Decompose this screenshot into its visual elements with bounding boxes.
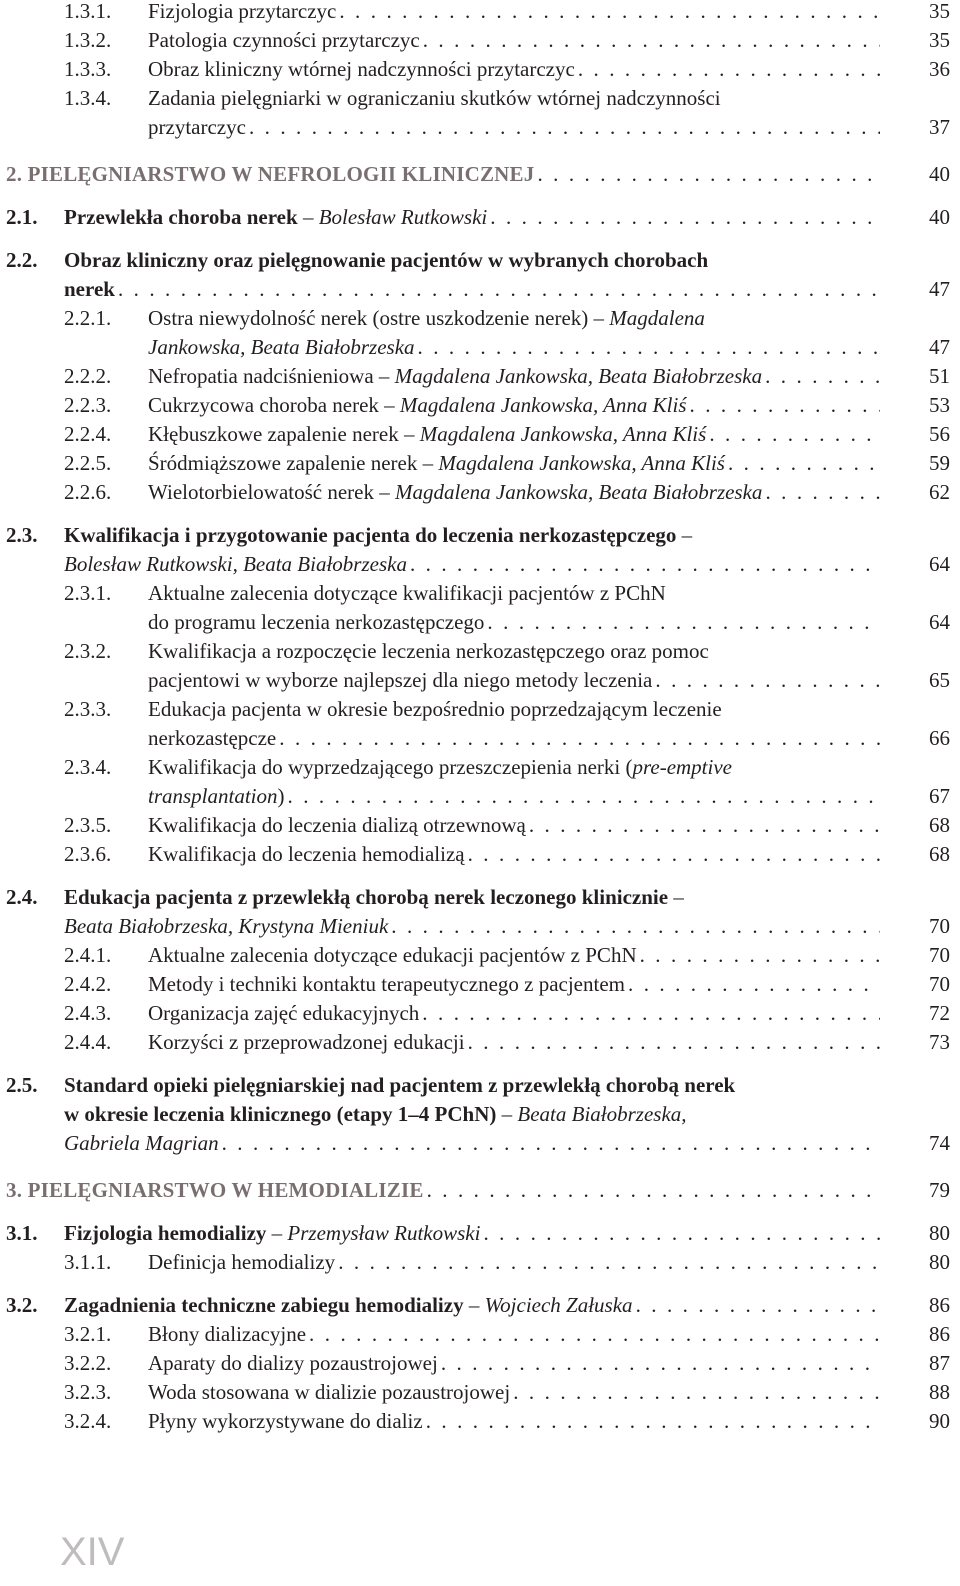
toc-entry-title: [148, 1348, 438, 1378]
dot-leader: [765, 477, 880, 507]
toc-entry-number: 2.4.1.: [64, 943, 112, 967]
toc-entry-number: 2.3.4.: [64, 755, 112, 779]
toc-page-number: 53: [929, 393, 950, 417]
toc-title-segment: Obraz kliniczny wtórnej nadczynności przytarczyc: [148, 57, 575, 81]
dot-leader: [709, 419, 880, 449]
toc-title-segment: –: [676, 523, 693, 547]
toc-entry-number: 2.2.5.: [64, 451, 112, 475]
toc-entry-number: 2.4.: [6, 885, 38, 909]
toc-entry-number: 3.2.2.: [64, 1351, 112, 1375]
dot-leader: [537, 159, 880, 189]
dot-leader: [513, 1377, 880, 1407]
toc-entry-number: 2.2.4.: [64, 422, 112, 446]
toc-title-segment: Kwalifikacja do wyprzedzającego przeszczepienia nerki (: [148, 755, 633, 779]
toc-entry-number: 2.2.2.: [64, 364, 112, 388]
toc-entry-title: [148, 1319, 306, 1349]
toc-page-number: 35: [929, 28, 950, 52]
dot-leader: [426, 1406, 880, 1436]
toc-title-segment: Nefropatia nadciśnieniowa –: [148, 364, 395, 388]
toc-title-segment: Definicja hemodializy: [148, 1250, 336, 1274]
dot-leader: [338, 1247, 880, 1277]
toc-title-segment: transplantation: [148, 784, 278, 808]
toc-entry-title: [64, 202, 487, 232]
toc-page-number: 37: [929, 115, 950, 139]
toc-title-segment: Beata Białobrzeska,: [517, 1102, 687, 1126]
toc-entry-title: [64, 248, 708, 272]
toc-title-segment: –: [297, 205, 319, 229]
dot-leader: [468, 1027, 880, 1057]
toc-title-segment: 2. PIELĘGNIARSTWO W NEFROLOGII KLINICZNEJ: [6, 162, 535, 186]
toc-entry-title: [148, 969, 625, 999]
toc-title-segment: Zadania pielęgniarki w ograniczaniu skutków wtórnej nadczynności: [148, 86, 721, 110]
toc-entry-title: [64, 911, 388, 941]
toc-title-segment: Aktualne zalecenia dotyczące edukacji pacjentów z PChN: [148, 943, 637, 967]
toc-page-number: 86: [929, 1322, 950, 1346]
toc-title-segment: Ostra niewydolność nerek (ostre uszkodzenie nerek) –: [148, 306, 610, 330]
toc-entry-title: [148, 1247, 335, 1277]
toc-page-number: 62: [929, 480, 950, 504]
toc-title-segment: Beata Białobrzeska, Krystyna Mieniuk: [64, 914, 389, 938]
dot-leader: [636, 1290, 880, 1320]
toc-entry-title: [148, 810, 526, 840]
toc-page-number: 68: [929, 813, 950, 837]
dot-leader: [418, 332, 880, 362]
toc-page-number: 51: [929, 364, 950, 388]
toc-entry-number: 2.3.3.: [64, 697, 112, 721]
toc-page-number: 56: [929, 422, 950, 446]
dot-leader: [640, 940, 880, 970]
dot-leader: [765, 361, 880, 391]
toc-entry-number: 2.3.2.: [64, 639, 112, 663]
toc-page-number: 64: [929, 552, 950, 576]
toc-title-segment: Edukacja pacjenta z przewlekłą chorobą nerek leczonego klinicznie: [64, 885, 669, 909]
toc-entry-title: [148, 755, 732, 779]
toc-entry-number: 2.5.: [6, 1073, 38, 1097]
toc-entry-title: [148, 477, 762, 507]
toc-title-segment: Magdalena Jankowska, Beata Białobrzeska: [395, 480, 763, 504]
toc-title-segment: w okresie leczenia klinicznego (etapy 1–4 PChN): [64, 1102, 497, 1126]
toc-entry-title: [64, 1218, 480, 1248]
toc-title-segment: Fizjologia przytarczyc: [148, 0, 337, 23]
dot-leader: [427, 1175, 880, 1205]
toc-entry-number: 2.3.1.: [64, 581, 112, 605]
toc-entry-title: [148, 54, 575, 84]
toc-entry-title: [148, 607, 484, 637]
toc-title-segment: Bolesław Rutkowski: [318, 205, 488, 229]
toc-title-segment: Śródmiąższowe zapalenie nerek –: [148, 451, 439, 475]
toc-page-number: 72: [929, 1001, 950, 1025]
dot-leader: [728, 448, 880, 478]
toc-entry-number: 2.3.6.: [64, 842, 112, 866]
toc-title-segment: –: [496, 1102, 518, 1126]
dot-leader: [490, 202, 880, 232]
toc-title-segment: Błony dializacyjne: [148, 1322, 307, 1346]
toc-entry-number: 2.4.4.: [64, 1030, 112, 1054]
toc-title-segment: Kwalifikacja i przygotowanie pacjenta do leczenia nerkozastępczego: [64, 523, 677, 547]
toc-page-number: 73: [929, 1030, 950, 1054]
toc-entry-number: 3.1.1.: [64, 1250, 112, 1274]
toc-title-segment: Edukacja pacjenta w okresie bezpośrednio poprzedzającym leczenie: [148, 697, 722, 721]
toc-entry-title: [148, 723, 276, 753]
dot-leader: [410, 549, 880, 579]
toc-page-number: 80: [929, 1250, 950, 1274]
toc-title-segment: –: [266, 1221, 288, 1245]
toc-title-segment: Kłębuszkowe zapalenie nerek –: [148, 422, 420, 446]
toc-title-segment: Magdalena Jankowska, Beata Białobrzeska: [394, 364, 763, 388]
toc-title-segment: nerkozastępcze: [148, 726, 277, 750]
toc-title-segment: Bolesław Rutkowski, Beata Białobrzeska: [64, 552, 407, 576]
toc-page-number: 68: [929, 842, 950, 866]
toc-page-number: 70: [929, 914, 950, 938]
toc-entry-title: [64, 523, 692, 547]
toc-entry-number: 3.2.4.: [64, 1409, 112, 1433]
toc-entry-number: 1.3.2.: [64, 28, 112, 52]
toc-page-number: 36: [929, 57, 950, 81]
toc-entry-number: 2.2.6.: [64, 480, 112, 504]
toc-page-number: 74: [929, 1131, 950, 1155]
toc-title-segment: 3. PIELĘGNIARSTWO W HEMODIALIZIE: [6, 1178, 424, 1202]
toc-entry-title: [148, 1027, 465, 1057]
toc-entry-title: [6, 159, 534, 189]
toc-entry-title: [148, 25, 420, 55]
toc-page-number: 87: [929, 1351, 950, 1375]
toc-entry-number: 2.4.3.: [64, 1001, 112, 1025]
page-number: XIV: [60, 1530, 125, 1574]
toc-title-segment: Kwalifikacja do leczenia dializą otrzewnową: [148, 813, 526, 837]
toc-entry-title: [6, 1175, 424, 1205]
toc-title-segment: Magdalena Jankowska, Anna Kliś: [419, 422, 707, 446]
toc-title-segment: Kwalifikacja do leczenia hemodializą: [148, 842, 465, 866]
toc-title-segment: pre-emptive: [632, 755, 732, 779]
toc-title-segment: Magdalena: [609, 306, 705, 330]
toc-entry-title: [64, 1290, 633, 1320]
toc-page-number: 79: [929, 1178, 950, 1202]
toc-entry-title: [148, 86, 721, 110]
toc-entry-number: 3.2.: [6, 1293, 38, 1317]
toc-title-segment: Obraz kliniczny oraz pielęgnowanie pacjentów w wybranych chorobach: [64, 248, 709, 272]
toc-entry-number: 2.3.5.: [64, 813, 112, 837]
toc-entry-number: 2.3.: [6, 523, 38, 547]
toc-entry-number: 1.3.3.: [64, 57, 112, 81]
toc-entry-title: [148, 781, 285, 811]
toc-entry-title: [148, 390, 687, 420]
toc-title-segment: Aktualne zalecenia dotyczące kwalifikacji pacjentów z PChN: [148, 581, 666, 605]
toc-title-segment: Magdalena Jankowska, Anna Kliś: [438, 451, 725, 475]
toc-title-segment: Wielotorbielowatość nerek –: [148, 480, 395, 504]
toc-title-segment: Kwalifikacja a rozpoczęcie leczenia nerkozastępczego oraz pomoc: [148, 639, 709, 663]
toc-page-number: 67: [929, 784, 950, 808]
dot-leader: [118, 274, 880, 304]
toc-entry-number: 3.2.1.: [64, 1322, 112, 1346]
toc-entry-number: 3.2.3.: [64, 1380, 112, 1404]
toc-entry-title: [64, 1102, 687, 1126]
toc-title-segment: Cukrzycowa choroba nerek –: [148, 393, 400, 417]
toc-title-segment: Jankowska, Beata Białobrzeska: [148, 335, 415, 359]
dot-leader: [628, 969, 880, 999]
toc-entry-title: [64, 885, 684, 909]
toc-title-segment: Korzyści z przeprowadzonej edukacji: [148, 1030, 465, 1054]
toc-entry-number: 2.2.3.: [64, 393, 112, 417]
dot-leader: [655, 665, 880, 695]
toc-entry-title: [148, 839, 465, 869]
dot-leader: [422, 998, 880, 1028]
toc-title-segment: nerek: [64, 277, 115, 301]
toc-title-segment: Standard opieki pielęgniarskiej nad pacjentem z przewlekłą chorobą nerek: [64, 1073, 736, 1097]
dot-leader: [391, 911, 880, 941]
toc-title-segment: Magdalena Jankowska, Anna Kliś: [399, 393, 687, 417]
toc-title-segment: Metody i techniki kontaktu terapeutycznego z pacjentem: [148, 972, 625, 996]
toc-entry-number: 1.3.1.: [64, 0, 112, 23]
toc-entry-title: [148, 998, 419, 1028]
toc-entry-number: 2.1.: [6, 205, 38, 229]
toc-entry-title: [148, 361, 762, 391]
toc-entry-title: [148, 1377, 510, 1407]
dot-leader: [339, 0, 880, 26]
toc-title-segment: do programu leczenia nerkozastępczego: [148, 610, 485, 634]
toc-title-segment: przytarczyc: [148, 115, 246, 139]
toc-entry-title: [148, 639, 709, 663]
toc-title-segment: Aparaty do dializy pozaustrojowej: [148, 1351, 438, 1375]
toc-title-segment: Przemysław Rutkowski: [287, 1221, 481, 1245]
toc-entry-title: [64, 1128, 219, 1158]
toc-title-segment: Patologia czynności przytarczyc: [148, 28, 420, 52]
toc-entry-title: [148, 665, 652, 695]
toc-title-segment: Woda stosowana w dializie pozaustrojowej: [148, 1380, 511, 1404]
toc-page-number: 40: [929, 162, 950, 186]
toc-entry-title: [148, 306, 705, 330]
toc-entry-title: [148, 697, 722, 721]
toc-title-segment: Płyny wykorzystywane do dializ: [148, 1409, 423, 1433]
dot-leader: [690, 390, 881, 420]
toc-entry-title: [148, 581, 666, 605]
toc-entry-title: [148, 419, 706, 449]
toc-entry-title: [148, 448, 725, 478]
toc-page-number: 86: [929, 1293, 950, 1317]
dot-leader: [222, 1128, 880, 1158]
toc-title-segment: Zagadnienia techniczne zabiegu hemodializy: [64, 1293, 464, 1317]
toc-entry-title: [148, 1406, 423, 1436]
toc-entry-title: [148, 112, 246, 142]
toc-title-segment: –: [668, 885, 684, 909]
dot-leader: [249, 112, 880, 142]
toc-entry-number: 2.4.2.: [64, 972, 112, 996]
dot-leader: [529, 810, 880, 840]
dot-leader: [279, 723, 880, 753]
dot-leader: [309, 1319, 880, 1349]
toc-title-segment: Przewlekła choroba nerek: [64, 205, 298, 229]
toc-entry-title: [148, 940, 637, 970]
toc-title-segment: Fizjologia hemodializy: [64, 1221, 267, 1245]
toc-title-segment: Wojciech Załuska: [484, 1293, 633, 1317]
toc-entry-title: [64, 549, 407, 579]
dot-leader: [468, 839, 880, 869]
toc-page-number: 70: [929, 972, 950, 996]
dot-leader: [487, 607, 880, 637]
toc-entry-title: [148, 0, 336, 26]
toc-page-number: 65: [929, 668, 950, 692]
toc-page-number: 88: [929, 1380, 950, 1404]
toc-entry-title: [64, 274, 115, 304]
dot-leader: [578, 54, 880, 84]
toc-entry-number: 2.2.1.: [64, 306, 112, 330]
toc-page-number: 47: [929, 335, 950, 359]
toc-title-segment: ): [277, 784, 285, 808]
toc-title-segment: pacjentowi w wyborze najlepszej dla niego metody leczenia: [148, 668, 653, 692]
toc-page-number: 66: [929, 726, 950, 750]
toc-entry-number: 3.1.: [6, 1221, 38, 1245]
toc-entry-title: [64, 1073, 735, 1097]
toc-page-number: 35: [929, 0, 950, 23]
toc-page-number: 90: [929, 1409, 950, 1433]
toc-title-segment: –: [463, 1293, 485, 1317]
toc-page-number: 70: [929, 943, 950, 967]
toc-page-number: 64: [929, 610, 950, 634]
toc-title-segment: Organizacja zajęć edukacyjnych: [148, 1001, 420, 1025]
toc-entry-title: [148, 332, 415, 362]
dot-leader: [483, 1218, 880, 1248]
toc-entry-number: 1.3.4.: [64, 86, 112, 110]
toc-title-segment: Gabriela Magrian: [64, 1131, 219, 1155]
dot-leader: [441, 1348, 880, 1378]
toc-page-number: 47: [929, 277, 950, 301]
dot-leader: [288, 781, 880, 811]
toc-entry-number: 2.2.: [6, 248, 38, 272]
dot-leader: [423, 25, 880, 55]
toc-page-number: 40: [929, 205, 950, 229]
toc-page-number: 59: [929, 451, 950, 475]
toc-page-number: 80: [929, 1221, 950, 1245]
